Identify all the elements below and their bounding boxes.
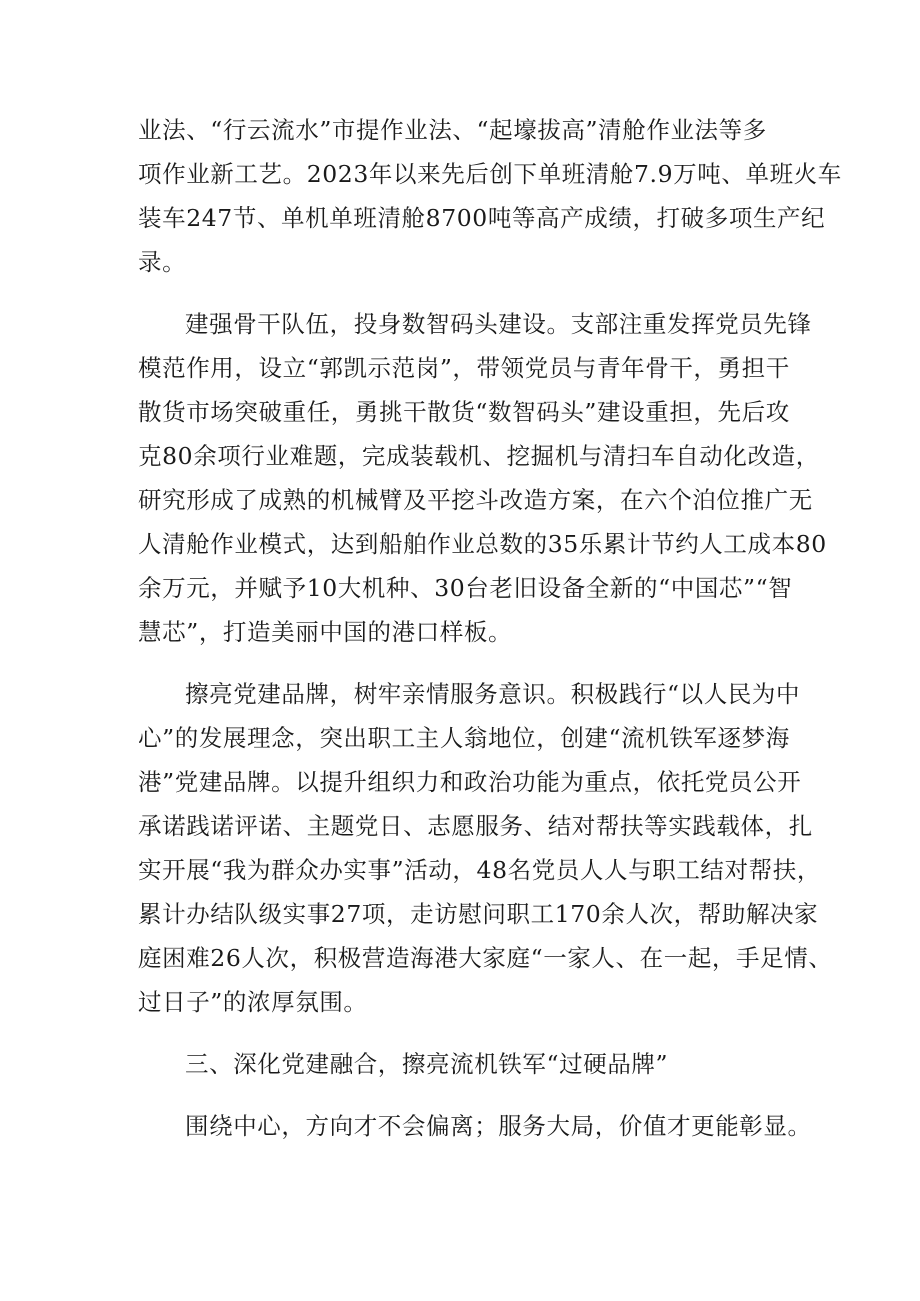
text-line: 港”党建品牌。以提升组织力和政治功能为重点，依托党员公开 [138,768,802,796]
text-line: 心”的发展理念，突出职工主人翁地位，创建“流机铁军逐梦海 [138,724,790,752]
text-line: 过日子”的浓厚氛围。 [138,988,368,1016]
text-line: 庭困难26人次，积极营造海港大家庭“一家人、在一起，手足情、 [138,944,833,972]
text-line: 余万元，并赋予10大机种、30台老旧设备全新的“中国芯”“智 [138,574,793,602]
text-line: 克80余项行业难题，完成装载机、挖掘机与清扫车自动化改造， [138,442,820,470]
heading-line: 三、深化党建融合，擦亮流机铁军“过硬品牌” [185,1050,669,1078]
section-heading-three [138,1042,788,1086]
text-line: 模范作用，设立“郭凯示范岗”，带领党员与青年骨干，勇担干 [138,354,790,382]
text-line: 研究形成了成熟的机械臂及平挖斗改造方案，在六个泊位推广无 [138,486,813,514]
text-line: 围绕中心，方向才不会偏离；服务大局，价值才更能彰显。 [185,1112,812,1140]
paragraph-spacer [138,654,788,672]
text-line: 实开展“我为群众办实事”活动，48名党员人人与职工结对帮扶， [138,856,821,884]
text-line: 业法、“行云流水”市提作业法、“起壕拔高”清舱作业法等多 [138,116,767,144]
text-line: 人清舱作业模式，达到船舶作业总数的35乐累计节约人工成本80 [138,530,827,558]
paragraph-backbone-team [138,302,827,654]
paragraph-spacer [138,284,788,302]
text-line: 项作业新工艺。2023年以来先后创下单班清舱7.9万吨、单班火车 [138,160,842,188]
text-line: 装车247节、单机单班清舱8700吨等高产成绩，打破多项生产纪 [138,204,826,232]
text-line: 累计办结队级实事27项，走访慰问职工170余人次，帮助解决家 [138,900,819,928]
text-line: 建强骨干队伍，投身数智码头建设。支部注重发挥党员先锋 [185,310,812,338]
text-line: 录。 [138,248,187,276]
paragraph-party-brand [138,672,833,1024]
text-line: 慧芯”，打造美丽中国的港口样板。 [138,618,513,646]
document-body [138,108,842,1148]
text-line: 散货市场突破重任，勇挑干散货“数智码头”建设重担，先后攻 [138,398,790,426]
paragraph-center-service [138,1104,812,1148]
text-line: 擦亮党建品牌，树牢亲情服务意识。积极践行“以人民为中 [185,680,801,708]
paragraph-work-methods [138,108,842,284]
text-line: 承诺践诺评诺、主题党日、志愿服务、结对帮扶等实践载体，扎 [138,812,813,840]
paragraph-spacer [138,1086,788,1104]
paragraph-spacer [138,1024,788,1042]
